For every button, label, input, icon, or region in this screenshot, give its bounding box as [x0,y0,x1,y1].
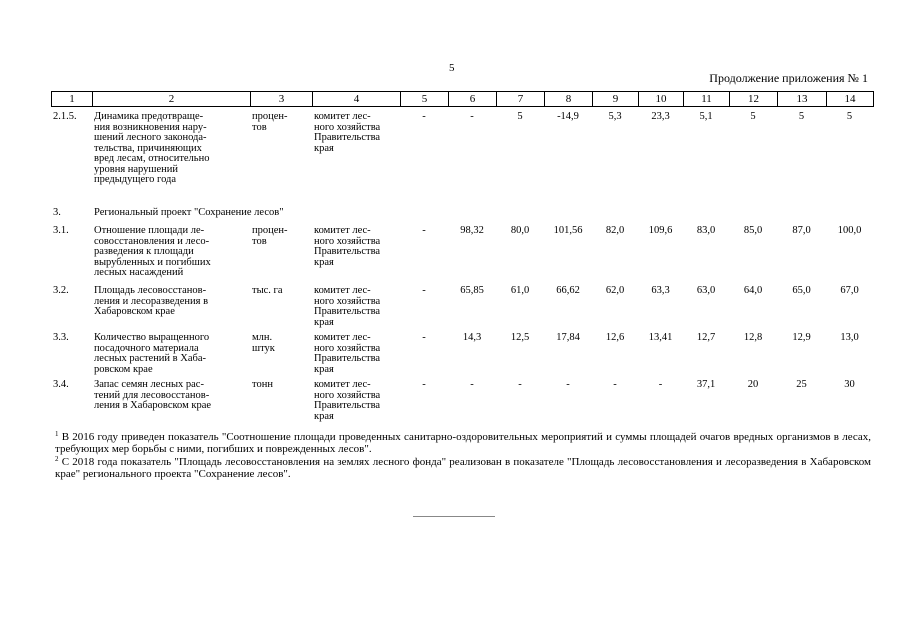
responsible-org: комитет лес- ного хозяйства Правительства края [314,111,381,154]
unit-cell: млн. штук [252,332,275,354]
column-header-8: 8 [545,92,593,107]
table-row [51,380,873,426]
indicator-name: Динамика предотвраще- ния возникновения нару- шений лесного законода- тельства, причиняющих вред лесам, относительно уровня нарушений предыдущего года [94,111,210,185]
indicator-name: Количество выращенного посадочного материала лесных растений в Хаба- ровском крае [94,332,210,375]
value-cell: 63,0 [696,285,716,296]
value-cell: 101,56 [553,225,583,236]
value-cell: 13,41 [648,332,673,343]
value-cell: - [422,111,426,122]
column-header-3: 3 [251,92,313,107]
value-cell: 67,0 [840,285,859,296]
value-cell: 65,85 [460,285,484,296]
value-cell: 13,0 [840,332,859,343]
table-row [51,112,873,208]
appendix-continuation: Продолжение приложения № 1 [709,71,868,85]
value-cell: 37,1 [696,379,716,390]
value-cell: - [613,379,617,390]
column-header-4: 4 [313,92,401,107]
value-cell: -14,9 [557,111,579,122]
value-cell: 12,9 [792,332,811,343]
value-cell: 100,0 [837,225,862,236]
footnote-text: В 2016 году приведен показатель "Соотношение площади проведенных санитарно-оздоровительных мероприятий и суммы площадей очагов вредных организмов в лесах, требующих мер борьбы с ними, погибших и поврежденных лесов". [55,431,871,455]
value-cell: 87,0 [792,225,811,236]
column-header-2: 2 [93,92,251,107]
value-cell: 5,3 [608,111,622,122]
value-cell: 61,0 [510,285,530,296]
indicator-name: Запас семян лесных рас- тений для лесовосстанов- ления в Хабаровском крае [94,379,212,411]
responsible-org: комитет лес- ного хозяйства Правительства края [314,225,381,268]
value-cell: 62,0 [605,285,625,296]
value-cell: 23,3 [651,111,670,122]
column-header-13: 13 [778,92,827,107]
column-header-7: 7 [497,92,545,107]
value-cell: 5 [750,111,756,122]
value-cell: 109,6 [648,225,673,236]
value-cell: 80,0 [510,225,530,236]
column-header-6: 6 [449,92,497,107]
indicator-name: Отношение площади ле- совосстановления и лесо- разведения к площади вырубленных и погибших лесных насаждений [94,225,211,278]
column-header-9: 9 [593,92,639,107]
column-header-1: 1 [52,92,93,107]
value-cell: 12,5 [510,332,530,343]
responsible-org: комитет лес- ного хозяйства Правительства края [314,379,381,422]
value-cell: 5,1 [699,111,713,122]
value-cell: 25 [796,379,807,390]
value-cell: 85,0 [743,225,763,236]
value-cell: - [566,379,570,390]
footnote-1 [55,432,871,455]
value-cell: 66,62 [556,285,580,296]
table-row [51,226,873,286]
row-number: 3.3. [53,332,69,343]
value-cell: 5 [846,111,853,122]
value-cell: - [422,285,426,296]
row-number: 3.2. [53,285,69,296]
value-cell: 63,3 [651,285,670,296]
column-header-10: 10 [639,92,684,107]
value-cell: 14,3 [462,332,482,343]
footnote-2 [55,457,871,480]
value-cell: - [422,332,426,343]
responsible-org: комитет лес- ного хозяйства Правительства края [314,332,381,375]
value-cell: 30 [844,379,855,390]
value-cell: - [422,379,426,390]
value-cell: 5 [517,111,523,122]
value-cell: 17,84 [556,332,580,343]
page-number: 5 [449,62,455,74]
value-cell: 98,32 [460,225,484,236]
table-row [51,333,873,380]
section-row [51,208,873,226]
column-header-5: 5 [401,92,449,107]
value-cell: - [422,225,426,236]
unit-cell: процен- тов [252,225,288,247]
row-number: 3.1. [53,225,69,236]
footnote-mark: 1 [55,430,59,438]
value-cell: - [470,379,474,390]
unit-cell: тыс. га [252,285,283,296]
value-cell: 65,0 [792,285,811,296]
column-number-header [51,91,874,107]
value-cell: 82,0 [605,225,625,236]
unit-cell: тонн [252,379,273,390]
value-cell: 83,0 [696,225,716,236]
value-cell: 64,0 [743,285,763,296]
column-header-11: 11 [684,92,730,107]
value-cell: - [658,379,663,390]
footnotes [55,432,871,482]
value-cell: - [470,111,474,122]
section-title: Региональный проект "Сохранение лесов" [94,207,284,218]
column-header-12: 12 [730,92,778,107]
responsible-org: комитет лес- ного хозяйства Правительства края [314,285,381,328]
value-cell: 12,8 [743,332,763,343]
unit-cell: процен- тов [252,111,288,133]
column-header-14: 14 [827,92,874,107]
value-cell: 20 [747,379,759,390]
indicator-name: Площадь лесовосстанов- ления и лесоразведения в Хабаровском крае [94,285,209,317]
row-number: 2.1.5. [53,111,77,122]
footnote-text: С 2018 года показатель "Площадь лесовосстановления на землях лесного фонда" реализован в показателе "Площадь лесовосстановления и лесоразведения в Хабаровском крае" регионального проекта "Сохранение лесов". [55,456,871,480]
footnote-mark: 2 [55,455,59,463]
end-rule [413,516,495,517]
row-number: 3.4. [53,379,69,390]
table-row [51,286,873,333]
value-cell: 12,7 [696,332,716,343]
indicators-table [51,112,873,426]
row-number: 3. [53,207,61,218]
value-cell: 12,6 [605,332,625,343]
value-cell: - [518,379,522,390]
value-cell: 5 [798,111,805,122]
